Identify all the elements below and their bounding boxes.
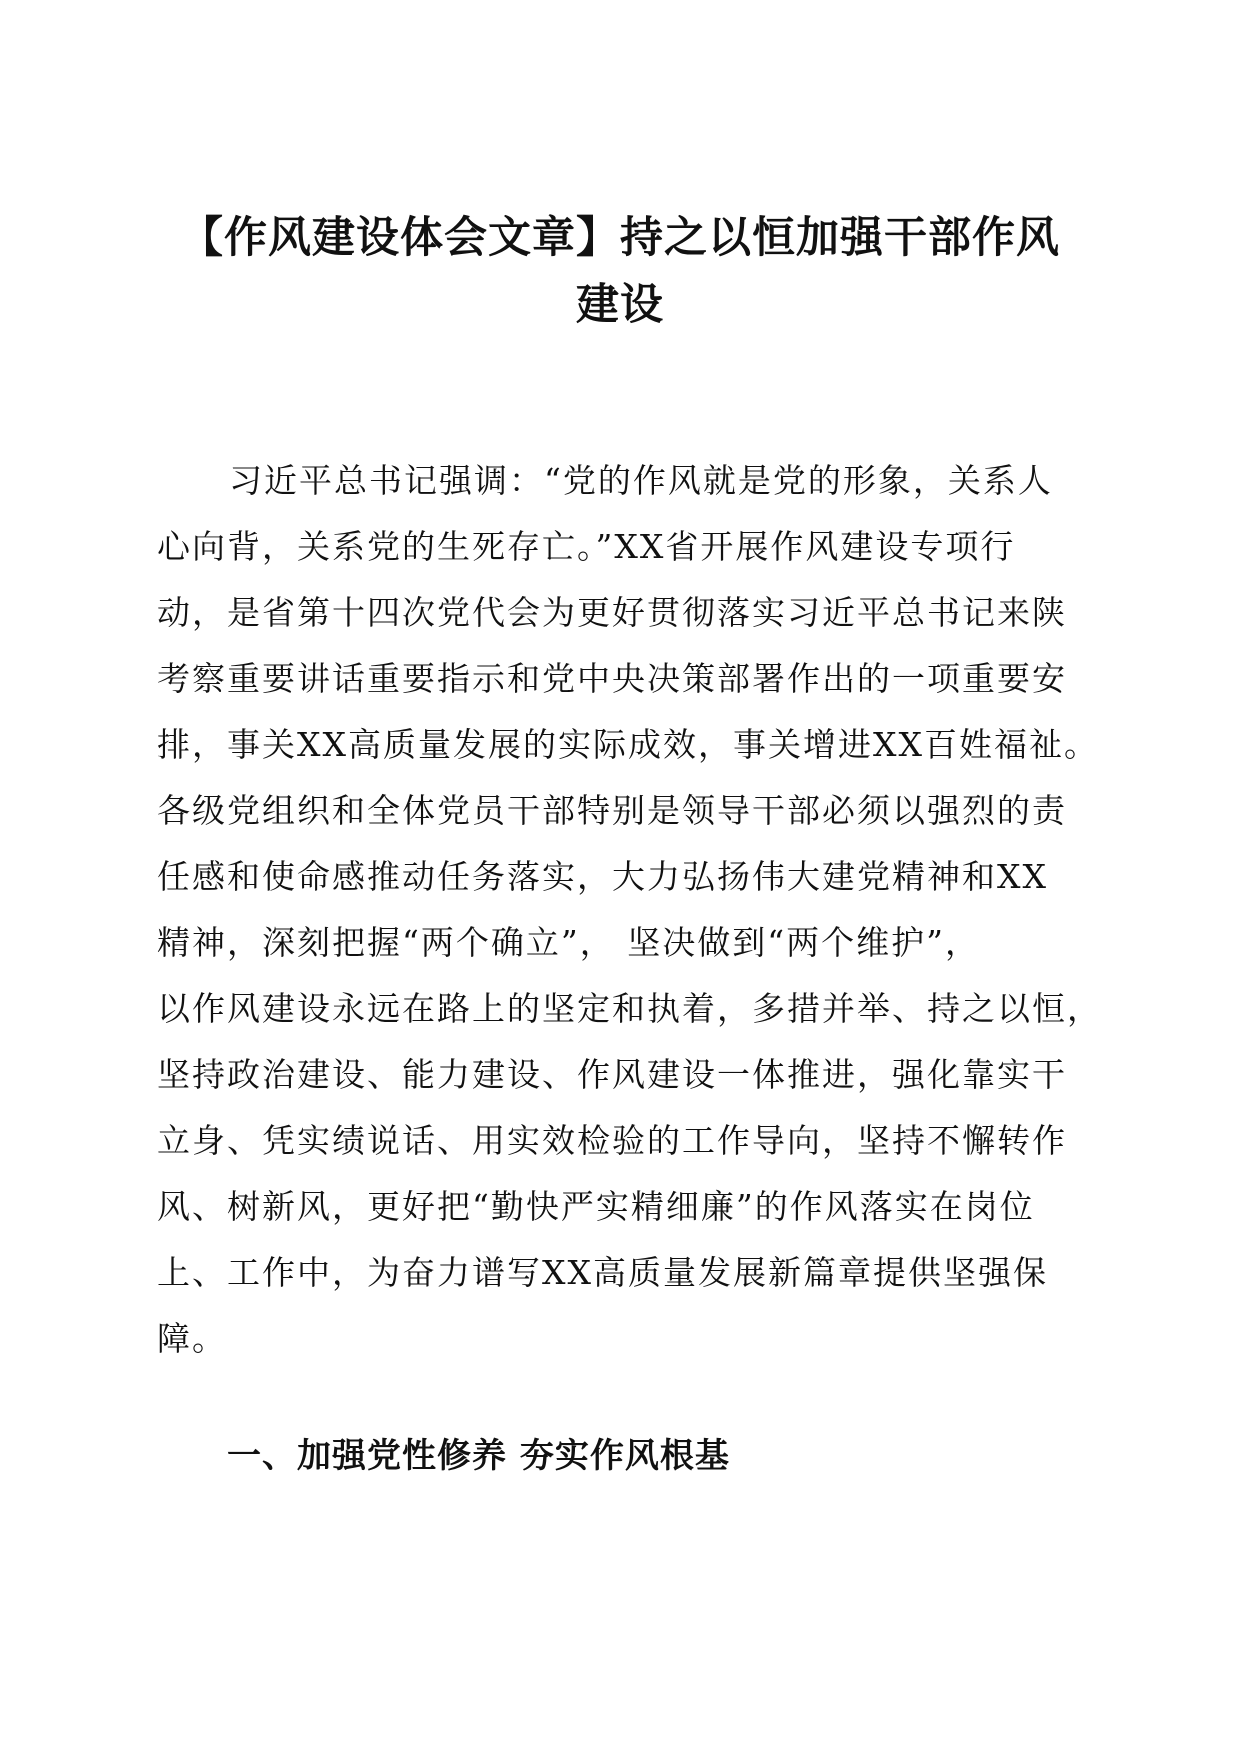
paragraph-line: 习近平总书记强调：“党的作风就是党的形象，关系人 bbox=[229, 461, 1053, 500]
title-line: 建设 bbox=[576, 280, 664, 330]
paragraph-line: 障。 bbox=[157, 1319, 227, 1358]
paragraph-line: 心向背，关系党的生死存亡。”XX省开展作风建设专项行 bbox=[157, 527, 1016, 566]
paragraph-line: 坚持政治建设、能力建设、作风建设一体推进，强化靠实干 bbox=[157, 1055, 1067, 1094]
paragraph-line: 上、工作中，为奋力谱写XX高质量发展新篇章提供坚强保 bbox=[157, 1253, 1048, 1292]
title-line: 【作风建设体会文章】持之以恒加强干部作风 bbox=[180, 213, 1060, 263]
paragraph-line: 精神，深刻把握“两个确立”， 坚决做到“两个维护”， bbox=[157, 923, 980, 962]
paragraph-line: 各级党组织和全体党员干部特别是领导干部必须以强烈的责 bbox=[157, 791, 1067, 830]
section-heading: 一、加强党性修养 夯实作风根基 bbox=[227, 1436, 730, 1476]
paragraph-line: 立身、凭实绩说话、用实效检验的工作导向，坚持不懈转作 bbox=[157, 1121, 1067, 1160]
body-paragraph bbox=[157, 448, 1117, 1372]
paragraph-line: 考察重要讲话重要指示和党中央决策部署作出的一项重要安 bbox=[157, 659, 1067, 698]
paragraph-line: 以作风建设永远在路上的坚定和执着，多措并举、持之以恒， bbox=[157, 989, 1102, 1028]
paragraph-line: 动，是省第十四次党代会为更好贯彻落实习近平总书记来陕 bbox=[157, 593, 1067, 632]
paragraph-line: 排，事关XX高质量发展的实际成效，事关增进XX百姓福祉。 bbox=[157, 725, 1099, 764]
document-title bbox=[140, 205, 1100, 339]
paragraph-line: 任感和使命感推动任务落实，大力弘扬伟大建党精神和XX bbox=[157, 857, 1048, 896]
paragraph-line: 风、树新风，更好把“勤快严实精细廉”的作风落实在岗位 bbox=[157, 1187, 1035, 1226]
